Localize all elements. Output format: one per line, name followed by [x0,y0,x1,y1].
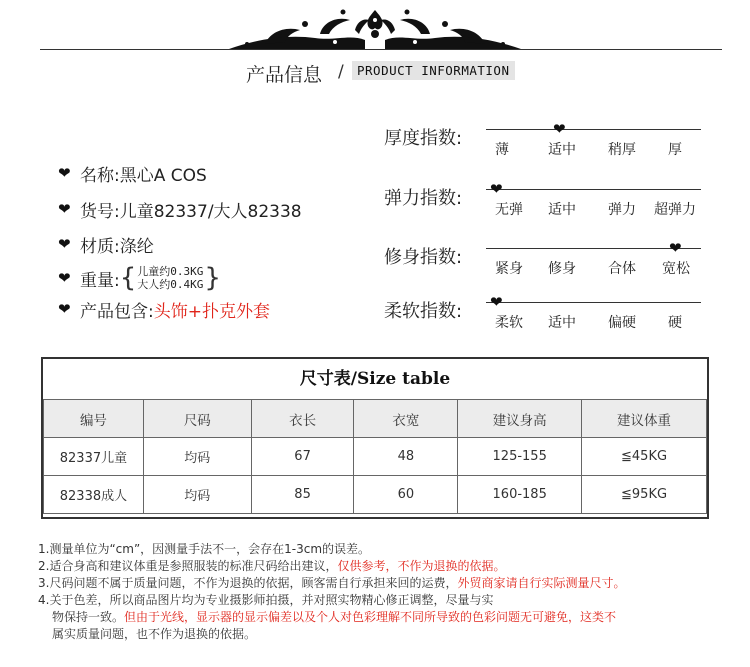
index-option: 修身 [548,261,576,277]
index-option: 适中 [548,142,576,158]
table-cell: 85 [251,476,354,514]
header-divider [40,49,722,50]
note-1: 1.测量单位为“cm”，因测量手法不一，会存在1-3cm的误差。 [38,542,371,556]
note-2-warning: 仅供参考，不作为退换的依据。 [337,559,506,573]
info-value: 头饰+扑克外套 [153,301,270,322]
note-3-text: 3.尺码问题不属于质量问题，不作为退换的依据，顾客需自行承担来回的运费， [38,576,458,590]
info-weight-row [58,263,221,293]
size-table-title: 尺寸表/Size table [299,369,451,389]
index-label: 厚度指数: [384,128,463,149]
table-cell: 160-185 [458,476,582,514]
note-4-end: 属实质量问题，也不作为退换的依据。 [52,627,257,641]
table-cell: 均码 [143,476,251,514]
info-label: 货号: [80,201,120,222]
table-cell: ≦45KG [582,438,707,476]
size-table-grid [43,399,707,514]
table-row [44,438,707,476]
heart-marker-icon: ❤ [669,239,682,257]
info-label: 材质: [80,236,120,257]
note-4: 4.关于色差，所以商品图片均为专业摄影师拍摄，并对照实物精心修正调整，尽量与实 [38,593,494,607]
index-option: 稍厚 [608,142,636,158]
index-option: 超弹力 [654,202,696,218]
header-cell: 衣长 [251,400,354,438]
info-label: 名称: [80,165,120,186]
table-cell: 125-155 [458,438,582,476]
table-cell: 均码 [143,438,251,476]
index-option: 紧身 [495,261,523,277]
index-option: 厚 [668,142,682,158]
index-option: 适中 [548,315,576,331]
weight-child: 儿童约0.3KG [137,265,204,278]
info-label: 重量: [80,270,120,291]
size-table [41,357,709,519]
table-cell: 60 [354,476,458,514]
index-option: 薄 [495,142,509,158]
note-2 [38,558,505,574]
index-option: 柔软 [495,315,523,331]
table-cell: 48 [354,438,458,476]
header-cell: 衣宽 [354,400,458,438]
table-cell: ≦95KG [582,476,707,514]
info-value: 儿童82337/大人82338 [119,201,302,222]
section-title: 产品信息 [246,64,323,86]
index-label: 弹力指数: [384,188,463,209]
weight-values [137,265,203,291]
info-name-row [58,160,207,186]
table-header-row [44,400,707,438]
heart-marker-icon: ❤ [490,293,503,311]
heart-marker-icon: ❤ [490,180,503,198]
heart-icon: ❤ [58,300,71,318]
header-cell: 尺码 [143,400,251,438]
brace-close: } [204,263,221,293]
header-cell: 建议体重 [582,400,707,438]
info-includes-row [58,296,270,322]
header-cell: 建议身高 [458,400,582,438]
heart-marker-icon: ❤ [553,120,566,138]
index-label: 柔软指数: [384,301,463,322]
index-option: 宽松 [662,261,690,277]
heart-icon: ❤ [58,200,71,218]
section-title-en: PRODUCT INFORMATION [352,61,515,80]
info-value: 涤纶 [119,236,154,257]
index-option: 弹力 [608,202,636,218]
note-4-text: 物保持一致。 [52,610,125,624]
index-scale-line [486,129,701,130]
index-option: 硬 [668,315,682,331]
index-option: 适中 [548,202,576,218]
heart-icon: ❤ [58,269,71,287]
info-label: 产品包含: [80,301,154,322]
note-3-warning: 外贸商家请自行实际测量尺寸。 [457,576,626,590]
info-sku-row [58,196,302,222]
index-label: 修身指数: [384,247,463,268]
heart-icon: ❤ [58,235,71,253]
note-2-text: 2.适合身高和建议体重是参照服装的标准尺码给出建议， [38,559,338,573]
weight-adult: 大人约0.4KG [137,278,204,291]
note-4-warning: 但由于光线，显示器的显示偏差以及个人对色彩理解不同所导致的色彩问题无可避免，这类不 [124,610,617,624]
info-material-row [58,231,154,257]
index-option: 合体 [608,261,636,277]
heart-icon: ❤ [58,164,71,182]
index-scale-line [486,302,701,303]
decorative-ornament [225,4,525,50]
index-option: 无弹 [495,202,523,218]
brace-open: { [119,263,137,293]
table-cell: 82338成人 [44,476,144,514]
info-value: 黑心A COS [119,165,207,186]
table-cell: 67 [251,438,354,476]
index-option: 偏硬 [608,315,636,331]
note-3 [38,575,625,591]
note-4-cont [52,609,616,625]
header-cell: 编号 [44,400,144,438]
index-scale-line [486,189,701,190]
table-row [44,476,707,514]
title-separator: / [338,62,344,82]
table-cell: 82337儿童 [44,438,144,476]
